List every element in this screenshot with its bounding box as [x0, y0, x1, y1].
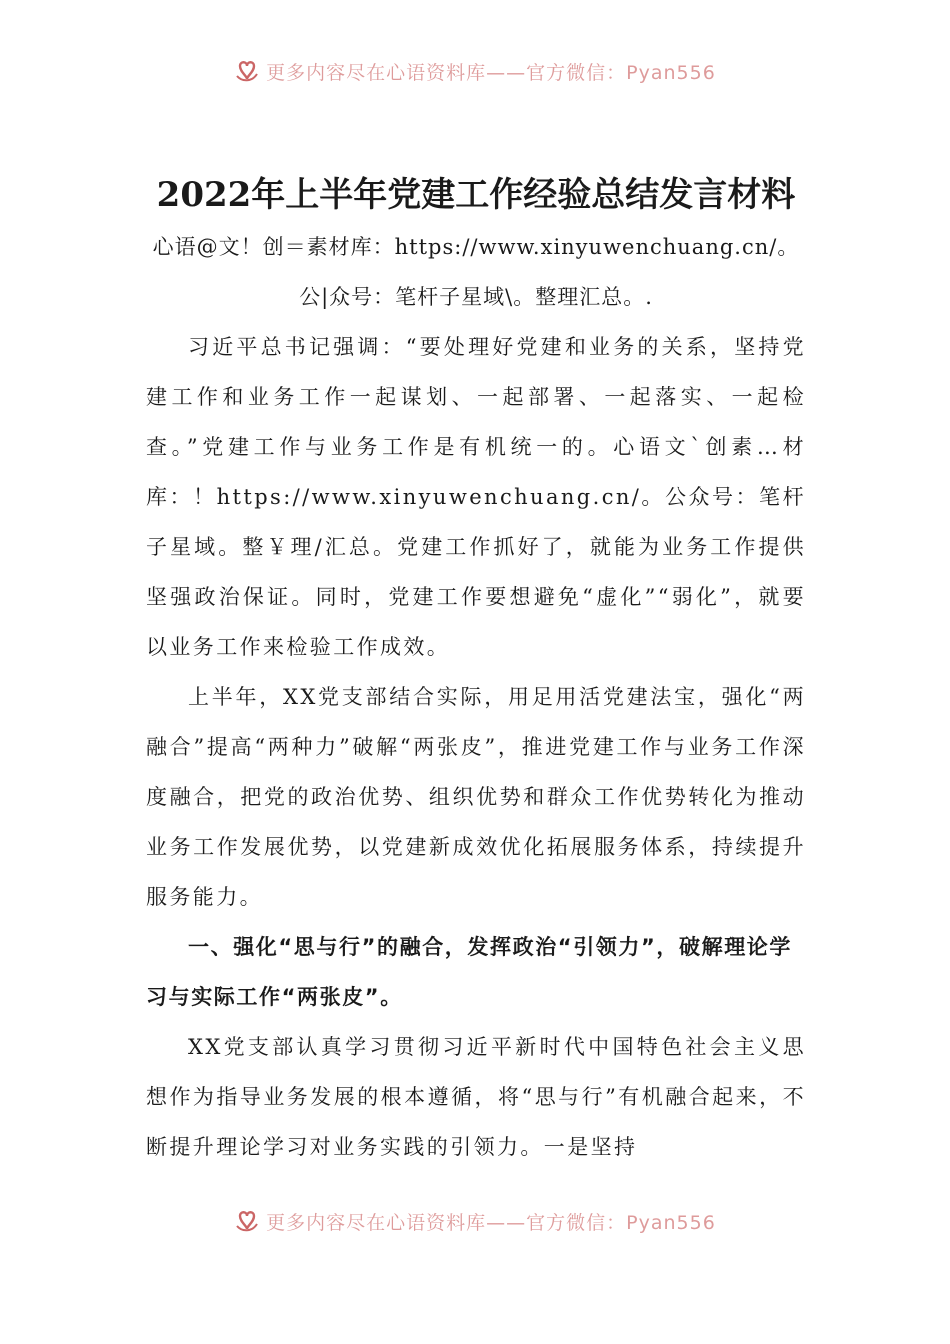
paragraph-2: 上半年，XX党支部结合实际，用足用活党建法宝，强化“两融合”提高“两种力”破解“两张皮”，推进党建工作与业务工作深度融合，把党的政治优势、组织优势和群众工作优势转化为推动业务工作发展优势，以党建新成效优化拓展服务体系，持续提升服务能力。 — [146, 685, 806, 909]
watermark-banner-bottom — [0, 1204, 950, 1238]
section-heading-1: 一、强化“思与行”的融合，发挥政治“引领力”，破解理论学习与实际工作“两张皮”。 — [146, 935, 793, 1009]
watermark-text-bottom: 更多内容尽在心语资料库——官方微信：Pyan556 — [266, 1211, 716, 1234]
watermark-banner-top — [0, 54, 950, 88]
source-line: 心语@文！创＝素材库：https://www.xinyuwenchuang.cn/。公|众号：笔杆子星域\。整理汇总。. — [152, 235, 800, 309]
paragraph-3: XX党支部认真学习贯彻习近平新时代中国特色社会主义思想作为指导业务发展的根本遵循，将“思与行”有机融合起来，不断提升理论学习对业务实践的引领力。一是坚持 — [146, 1035, 806, 1159]
document-title: 2022年上半年党建工作经验总结发言材料 — [156, 175, 796, 215]
watermark-text: 更多内容尽在心语资料库——官方微信：Pyan556 — [266, 61, 716, 84]
watermark-content-bottom — [234, 1208, 716, 1235]
paragraph-1: 习近平总书记强调：“要处理好党建和业务的关系，坚持党建工作和业务工作一起谋划、一起部署、一起落实、一起检查。”党建工作与业务工作是有机统一的。心语文`创素…材库：！https://www.xinyuwenchuang.cn/。公众号：笔杆子星域。整￥理/汇总。党建工作抓好了，就能为业务工作提供坚强政治保证。同时，党建工作要想避免“虚化”“弱化”，就要以业务工作来检验工作成效。 — [146, 335, 806, 659]
heart-swirl-logo-icon — [234, 58, 260, 84]
heart-swirl-logo-icon — [234, 1208, 260, 1234]
watermark-content — [234, 58, 716, 85]
document-page — [146, 168, 806, 1172]
